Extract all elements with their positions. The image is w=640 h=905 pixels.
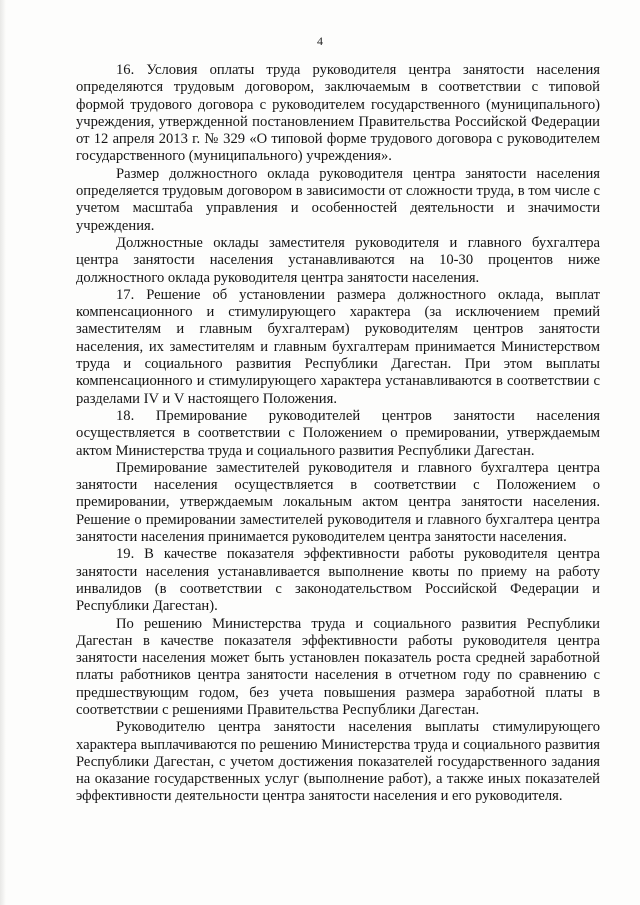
paragraph-deputy-bonuses: Премирование заместителей руководителя и главного бухгалтера центра занятости населения осуществляется в соответствии с Положением о премировании, утверждаемым локальным актом центра занятости населения. Решение о премировании заместителей руководителя и главного бухгалтера центра занятости населения принимается руководителем центра занятости населения. bbox=[76, 459, 600, 546]
paragraph-19-efficiency-indicator: 19. В качестве показателя эффективности работы руководителя центра занятости населения устанавливается выполнение квоты по приему на работу инвалидов (в соответствии с законодательством Российской Федерации и Республики Дагестан). bbox=[76, 546, 600, 615]
paragraph-18-bonuses: 18. Премирование руководителей центров занятости населения осуществляется в соответствии с Положением о премировании, утверждаемым актом Министерства труда и социального развития Республики Дагестан. bbox=[76, 407, 600, 459]
paragraph-salary-size: Размер должностного оклада руководителя центра занятости населения определяется трудовым договором в зависимости от сложности труда, в том числе с учетом масштаба управления и особенностей деятельности и значимости учреждения. bbox=[76, 165, 600, 234]
paragraph-deputy-salaries: Должностные оклады заместителя руководителя и главного бухгалтера центра занятости населения устанавливаются на 10-30 процентов ниже должностного оклада руководителя центра занятости населения. bbox=[76, 234, 600, 286]
paragraph-incentive-payments: Руководителю центра занятости населения выплаты стимулирующего характера выплачиваются по решению Министерства труда и социального развития Республики Дагестан, с учетом достижения показателей государственного задания на оказание государственных услуг (выполнение работ), а также иных показателей эффективности деятельности центра занятости населения и его руководителя. bbox=[76, 719, 600, 805]
paragraph-16-terms-of-pay: 16. Условия оплаты труда руководителя центра занятости населения определяются трудовым договором, заключаемым в соответствии с типовой формой трудового договора с руководителем государственного (муниципального) учреждения, утвержденной постановлением Правительства Российской Федерации от 12 апреля 2013 г. № 329 «О типовой форме трудового договора с руководителем государственного (муниципального) учреждения». bbox=[76, 62, 600, 165]
scan-edge-shadow bbox=[0, 0, 6, 905]
page-number: 4 bbox=[317, 34, 323, 48]
paragraph-17-salary-decision: 17. Решение об установлении размера должностного оклада, выплат компенсационного и стимулирующего характера (за исключением премий заместителям и главным бухгалтерам) руководителям центров занятости населения, их заместителям и главным бухгалтерам принимается Министерством труда и социального развития Республики Дагестан. При этом выплаты компенсационного и стимулирующего характера устанавливаются в соответствии с разделами IV и V настоящего Положения. bbox=[76, 286, 600, 407]
paragraph-wage-growth-indicator: По решению Министерства труда и социального развития Республики Дагестан в качестве показателя эффективности работы руководителя центра занятости населения может быть установлен показатель роста средней заработной платы работников центра занятости населения в отчетном году по сравнению с предшествующим годом, без учета повышения размера заработной платы в соответствии с решениями Правительства Республики Дагестан. bbox=[76, 615, 600, 718]
document-body bbox=[76, 62, 600, 806]
